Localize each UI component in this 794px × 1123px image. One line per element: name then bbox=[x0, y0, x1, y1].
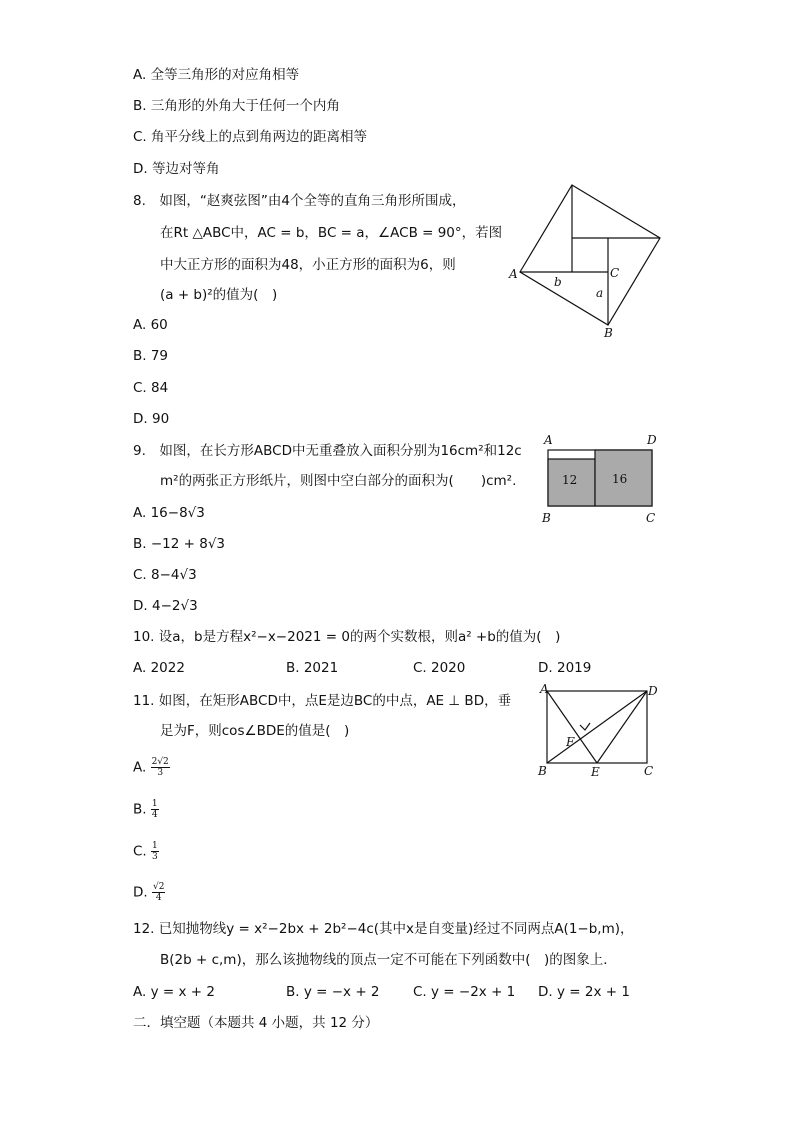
q12-option-d: D. y = 2x + 1 bbox=[538, 984, 630, 1000]
q12-stem-line1: 12. 已知抛物线y = x²−2bx + 2b²−4c(其中x是自变量)经过不同两点A(1−b,m)， bbox=[133, 921, 634, 937]
q8-label-side-b: b bbox=[554, 275, 562, 289]
q8-label-side-a: a bbox=[596, 286, 604, 300]
q9-large-label: 16 bbox=[612, 472, 628, 486]
q11-option-d-fraction: $\frac{√2}{4}$ bbox=[152, 882, 165, 903]
q12-option-b: B. y = −x + 2 bbox=[286, 984, 380, 1000]
q11-option-b: B. $\frac{1}{4}$ bbox=[133, 799, 158, 820]
q11-label-b: B bbox=[538, 764, 547, 778]
q9-label-c: C bbox=[646, 511, 656, 525]
q8-option-c: C. 84 bbox=[133, 380, 169, 396]
q7-option-b: B. 三角形的外角大于任何一个内角 bbox=[133, 98, 340, 114]
q10-stem: 10. 设a，b是方程x²−x−2021 = 0的两个实数根，则a² +b的值为( ) bbox=[133, 629, 561, 645]
q9-label-d: D bbox=[647, 433, 657, 447]
q7-option-d: D. 等边对等角 bbox=[133, 161, 220, 177]
q11-option-b-fraction: $\frac{1}{4}$ bbox=[151, 799, 158, 820]
q10-option-b: B. 2021 bbox=[286, 660, 339, 676]
q11-right-angle-mark bbox=[580, 723, 590, 730]
q9-option-c: C. 8−4√3 bbox=[133, 567, 197, 583]
q11-label-c: C bbox=[644, 764, 654, 778]
q7-option-a: A. 全等三角形的对应角相等 bbox=[133, 67, 300, 83]
q8-label-b-point: B bbox=[604, 326, 613, 340]
q9-stem-line2: m²的两张正方形纸片，则图中空白部分的面积为( )cm². bbox=[160, 473, 517, 489]
q9-label-b: B bbox=[542, 511, 551, 525]
q8-label-a-point: A bbox=[509, 267, 518, 281]
q8-option-a: A. 60 bbox=[133, 317, 168, 333]
q9-option-a: A. 16−8√3 bbox=[133, 505, 205, 521]
q11-label-e: E bbox=[591, 765, 600, 779]
q11-stem-line1: 11. 如图，在矩形ABCD中，点E是边BC的中点，AE ⊥ BD，垂 bbox=[133, 693, 512, 709]
q10-option-a: A. 2022 bbox=[133, 660, 185, 676]
q8-stem-line4: (a + b)²的值为( ) bbox=[160, 287, 278, 303]
q8-stem-line2: 在Rt △ABC中，AC = b，BC = a，∠ACB = 90°，若图 bbox=[160, 225, 503, 241]
q11-option-d: D. $\frac{√2}{4}$ bbox=[133, 882, 165, 903]
q9-option-b: B. −12 + 8√3 bbox=[133, 536, 226, 552]
q12-stem-line2: B(2b + c,m)，那么该抛物线的顶点一定不可能在下列函数中( )的图象上． bbox=[160, 952, 617, 968]
q12-option-a: A. y = x + 2 bbox=[133, 984, 215, 1000]
q11-label-d: D bbox=[648, 684, 658, 698]
q8-option-b: B. 79 bbox=[133, 348, 169, 364]
q9-label-a: A bbox=[544, 433, 553, 447]
q11-option-a: A. $\frac{2√2}{3}$ bbox=[133, 757, 169, 778]
section-2-title: 二．填空题（本题共 4 小题，共 12 分） bbox=[133, 1015, 379, 1031]
q8-option-d: D. 90 bbox=[133, 411, 170, 427]
q8-stem-line1: 8. 如图，“赵爽弦图”由4个全等的直角三角形所围成， bbox=[133, 193, 466, 209]
q9-stem-line1: 9. 如图，在长方形ABCD中无重叠放入面积分别为16cm²和12c bbox=[133, 443, 522, 459]
q10-option-c: C. 2020 bbox=[413, 660, 466, 676]
q10-option-d: D. 2019 bbox=[538, 660, 592, 676]
q11-line-bd bbox=[547, 691, 647, 763]
q7-option-c: C. 角平分线上的点到角两边的距离相等 bbox=[133, 129, 368, 145]
q12-option-c: C. y = −2x + 1 bbox=[413, 984, 516, 1000]
q8-label-c-point: C bbox=[610, 266, 620, 280]
q11-line-de bbox=[597, 691, 647, 763]
q9-small-label: 12 bbox=[562, 473, 578, 487]
q11-label-f: F bbox=[566, 735, 575, 749]
q12-options-row bbox=[0, 983, 794, 1001]
q11-label-a: A bbox=[540, 682, 549, 696]
q9-option-d: D. 4−2√3 bbox=[133, 598, 198, 614]
q11-option-a-fraction: $\frac{2√2}{3}$ bbox=[151, 757, 169, 778]
q11-stem-line2: 足为F，则cos∠BDE的值是( ) bbox=[160, 723, 350, 739]
q8-stem-line3: 中大正方形的面积为48，小正方形的面积为6，则 bbox=[160, 257, 456, 273]
q11-option-c-fraction: $\frac{1}{3}$ bbox=[152, 841, 158, 862]
q11-option-c: C. $\frac{1}{3}$ bbox=[133, 841, 158, 862]
q11-line-ae bbox=[547, 691, 597, 763]
